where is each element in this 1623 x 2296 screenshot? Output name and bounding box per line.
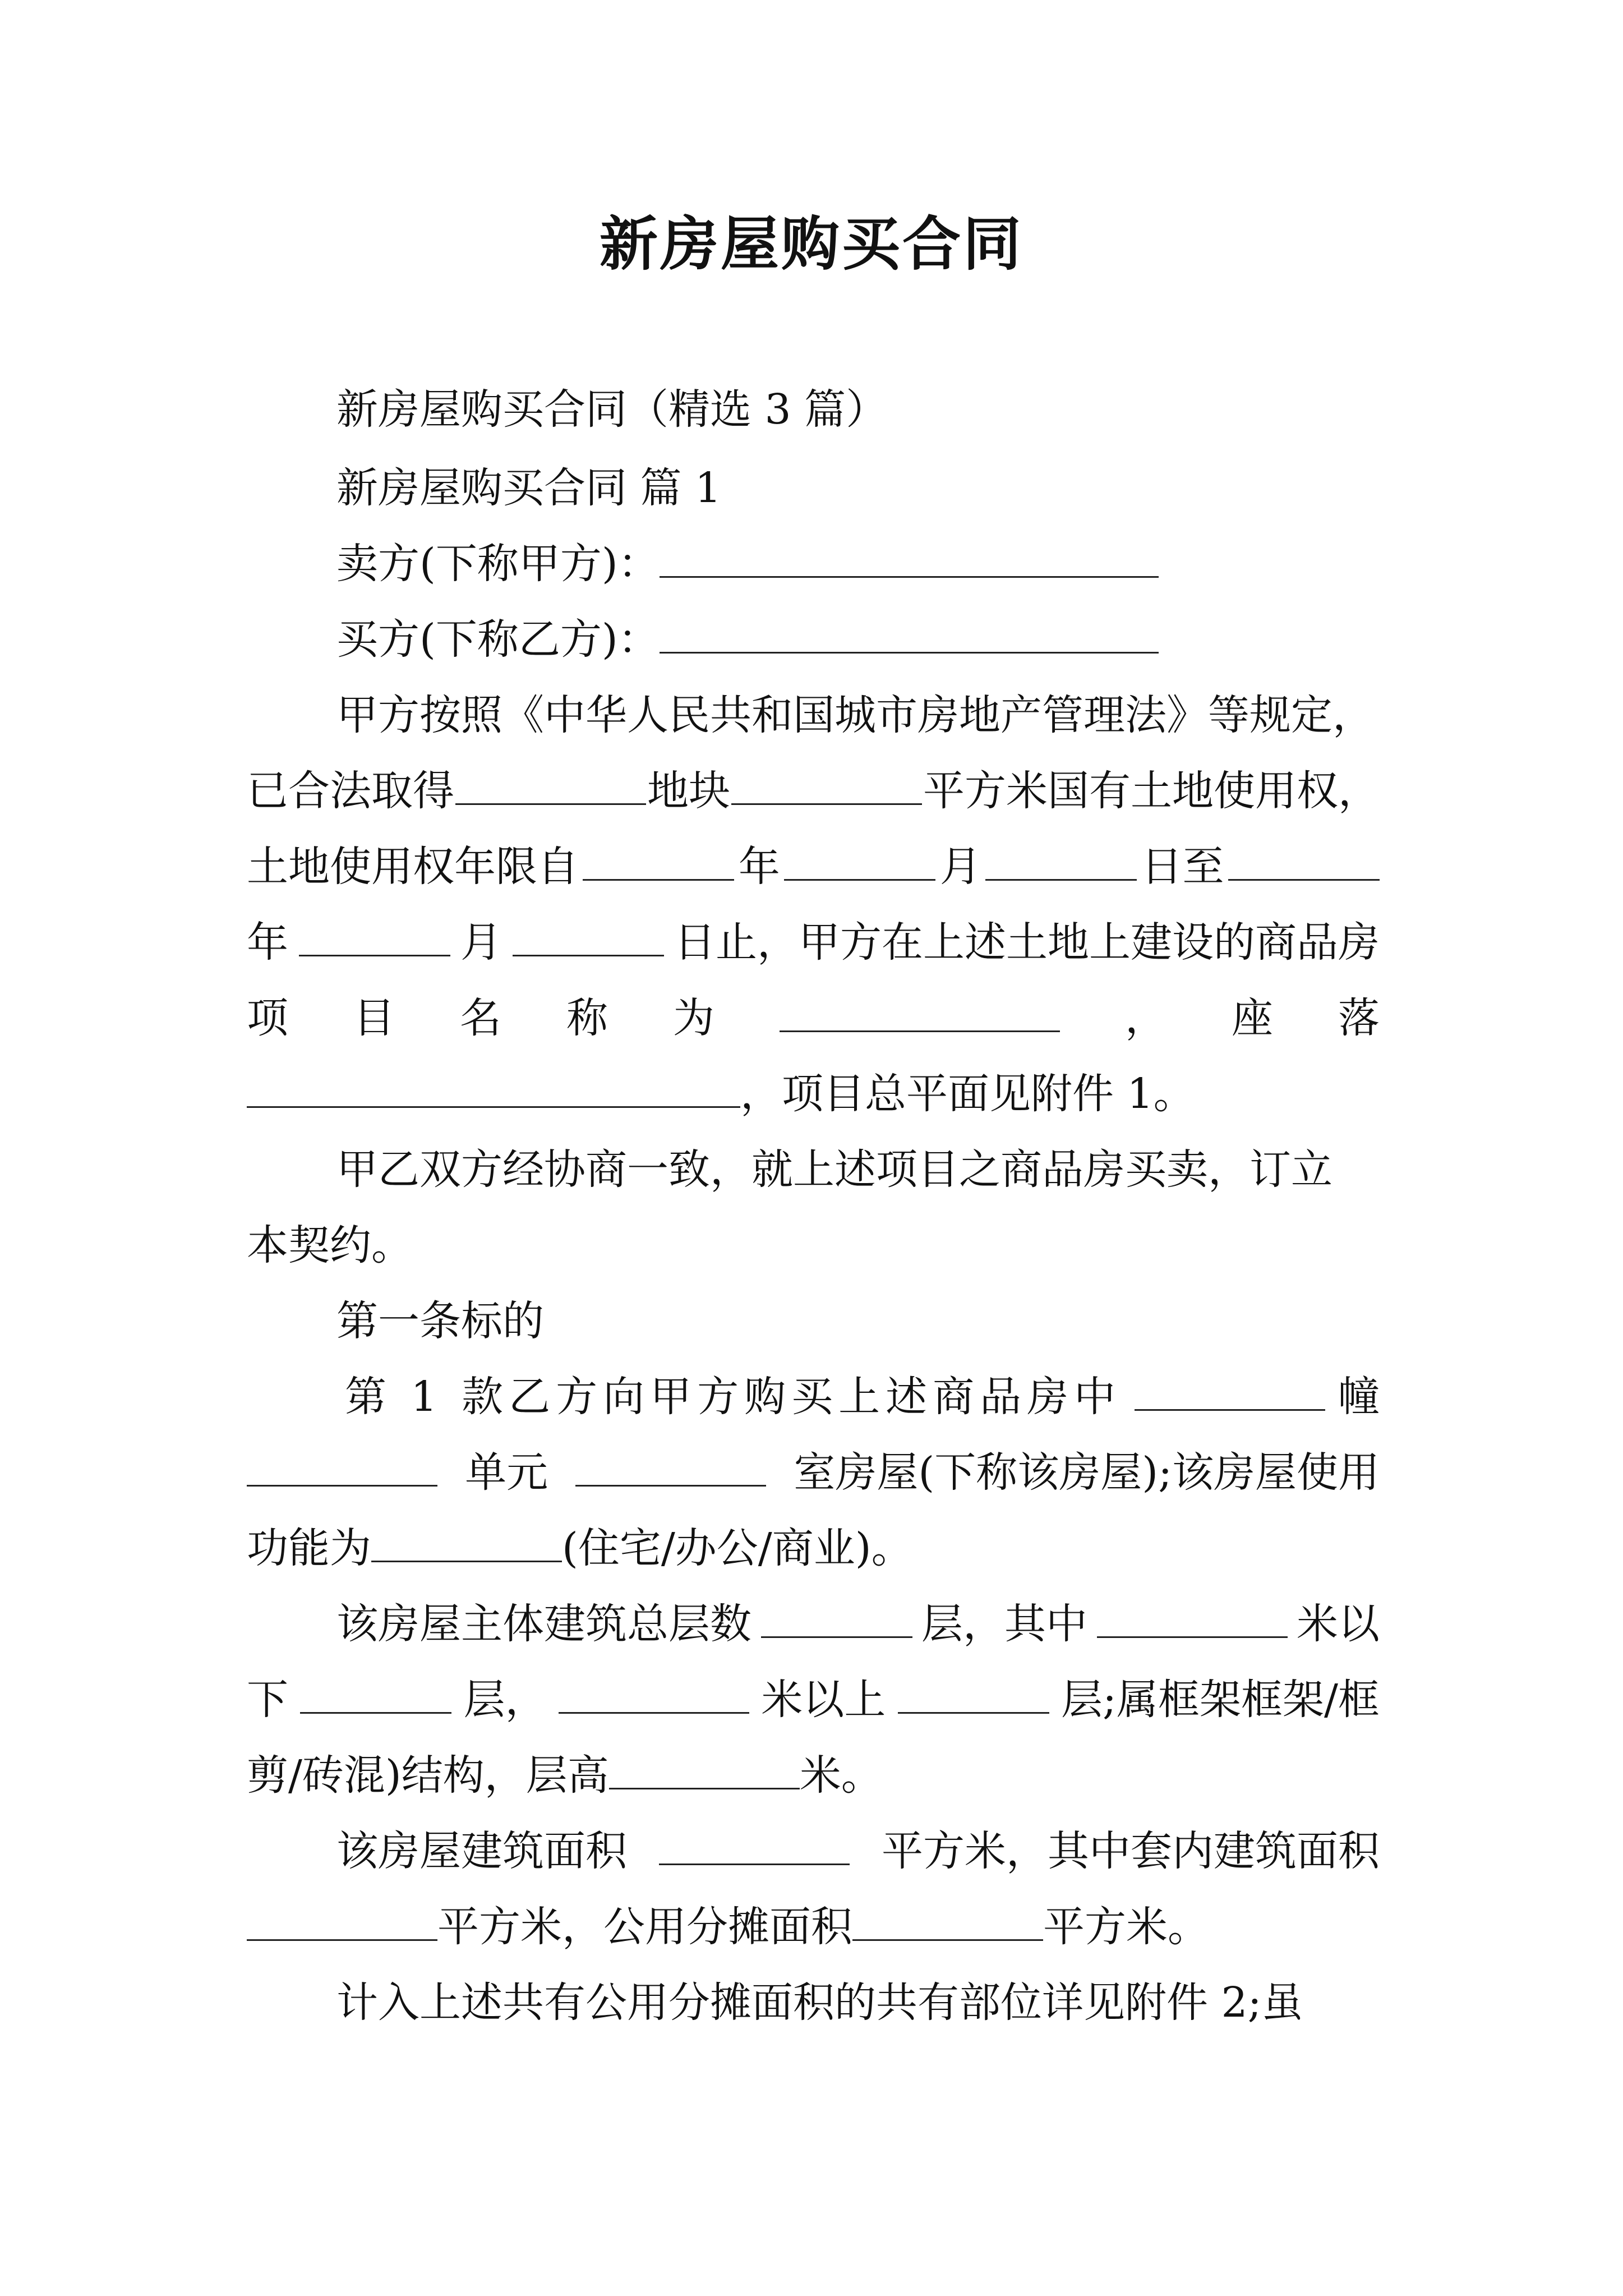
fill-blank bbox=[1097, 1599, 1288, 1638]
text: (住宅/办公/商业)。 bbox=[562, 1524, 913, 1572]
fill-blank bbox=[780, 993, 1060, 1032]
text: 月 bbox=[939, 843, 981, 891]
fill-blank bbox=[575, 1448, 766, 1487]
fill-blank bbox=[455, 766, 646, 805]
text: 日止，甲方在上述土地上建设的商品房 bbox=[674, 918, 1380, 967]
fill-blank bbox=[247, 1448, 437, 1487]
paragraph-line bbox=[247, 914, 1380, 970]
buyer-label: 买方(下称乙方)： bbox=[336, 615, 660, 664]
paragraph-line bbox=[247, 1520, 1380, 1576]
text: 幢 bbox=[1338, 1373, 1380, 1421]
text: 名 bbox=[460, 994, 501, 1042]
text: 米以 bbox=[1297, 1600, 1380, 1648]
text: 下 bbox=[247, 1676, 288, 1724]
text: ，项目总平面见附件 1。 bbox=[740, 1070, 1195, 1118]
text: 室房屋(下称该房屋);该房屋使用 bbox=[794, 1448, 1380, 1497]
text: 为 bbox=[673, 994, 714, 1042]
text: 称 bbox=[566, 994, 608, 1042]
paragraph-line bbox=[247, 1747, 1380, 1803]
fill-blank bbox=[559, 1675, 749, 1714]
paragraph-line bbox=[247, 1066, 1380, 1122]
text: 米以上 bbox=[761, 1676, 886, 1724]
fill-blank bbox=[731, 766, 922, 805]
seller-line bbox=[336, 536, 1380, 592]
fill-blank bbox=[852, 1902, 1043, 1941]
text: 年 bbox=[738, 843, 780, 891]
document-title: 新房屋购买合同 bbox=[599, 209, 1023, 278]
fill-blank bbox=[1228, 842, 1380, 881]
fill-blank bbox=[659, 1826, 850, 1865]
fill-blank bbox=[898, 1675, 1049, 1714]
buyer-blank bbox=[660, 615, 1159, 654]
paragraph-line bbox=[247, 763, 1380, 819]
text: 层;属框架框架/框 bbox=[1061, 1676, 1380, 1724]
article-heading: 第一条标的 bbox=[336, 1297, 544, 1345]
paragraph-line bbox=[345, 1369, 1380, 1425]
text: 年 bbox=[247, 918, 288, 967]
subtitle: 新房屋购买合同（精选 3 篇） bbox=[336, 385, 888, 434]
fill-blank bbox=[247, 1069, 740, 1108]
text: ， bbox=[1125, 994, 1166, 1042]
paragraph-line bbox=[247, 839, 1380, 895]
text: 平方米国有土地使用权， bbox=[923, 767, 1380, 815]
paragraph-text: 甲方按照《中华人民共和国城市房地产管理法》等规定， bbox=[336, 691, 1374, 739]
fill-blank bbox=[784, 842, 935, 881]
fill-blank bbox=[985, 842, 1137, 881]
text: 座 bbox=[1232, 994, 1273, 1042]
text: 平方米，其中套内建筑面积 bbox=[882, 1827, 1380, 1875]
paragraph-line bbox=[247, 990, 1380, 1046]
fill-blank bbox=[583, 842, 734, 881]
paragraph-line bbox=[247, 1899, 1380, 1955]
text: 平方米。 bbox=[1043, 1903, 1209, 1951]
paragraph-line bbox=[336, 1823, 1380, 1879]
text: 米。 bbox=[799, 1751, 883, 1800]
paragraph-text: 甲乙双方经协商一致，就上述项目之商品房买卖，订立 bbox=[336, 1145, 1332, 1194]
fill-blank bbox=[761, 1599, 912, 1638]
text: 功能为 bbox=[247, 1524, 371, 1572]
fill-blank bbox=[300, 1675, 451, 1714]
fill-blank bbox=[513, 918, 664, 956]
text: 该房屋建筑面积 bbox=[336, 1827, 627, 1875]
paragraph-line bbox=[247, 1444, 1380, 1501]
fill-blank bbox=[247, 1902, 437, 1941]
seller-blank bbox=[660, 539, 1159, 578]
text: 落 bbox=[1338, 994, 1380, 1042]
text: 单元 bbox=[465, 1448, 548, 1497]
text: 日至 bbox=[1141, 843, 1224, 891]
text: 已合法取得 bbox=[247, 767, 454, 815]
text: 剪/砖混)结构，层高 bbox=[247, 1751, 609, 1800]
text: 目 bbox=[353, 994, 395, 1042]
text: 该房屋主体建筑总层数 bbox=[336, 1600, 751, 1648]
text: 层， bbox=[463, 1676, 547, 1724]
text: 平方米，公用分摊面积 bbox=[437, 1903, 852, 1951]
seller-label: 卖方(下称甲方)： bbox=[336, 540, 660, 588]
section-heading: 新房屋购买合同 篇 1 bbox=[336, 464, 722, 512]
text: 土地使用权年限自 bbox=[247, 843, 579, 891]
text: 项 bbox=[247, 994, 288, 1042]
fill-blank bbox=[1135, 1372, 1325, 1411]
paragraph-text: 本契约。 bbox=[247, 1221, 413, 1269]
text: 层，其中 bbox=[921, 1600, 1087, 1648]
paragraph-text: 计入上述共有公用分摊面积的共有部位详见附件 2;虽 bbox=[336, 1978, 1303, 2027]
buyer-line bbox=[336, 611, 1380, 668]
text: 第 1 款乙方向甲方购买上述商品房中 bbox=[345, 1373, 1122, 1421]
fill-blank bbox=[371, 1524, 562, 1562]
fill-blank bbox=[609, 1751, 800, 1789]
text: 地块 bbox=[647, 767, 730, 815]
text: 月 bbox=[460, 918, 502, 967]
paragraph-line bbox=[336, 1596, 1380, 1652]
fill-blank bbox=[299, 918, 450, 956]
paragraph-line bbox=[247, 1672, 1380, 1728]
